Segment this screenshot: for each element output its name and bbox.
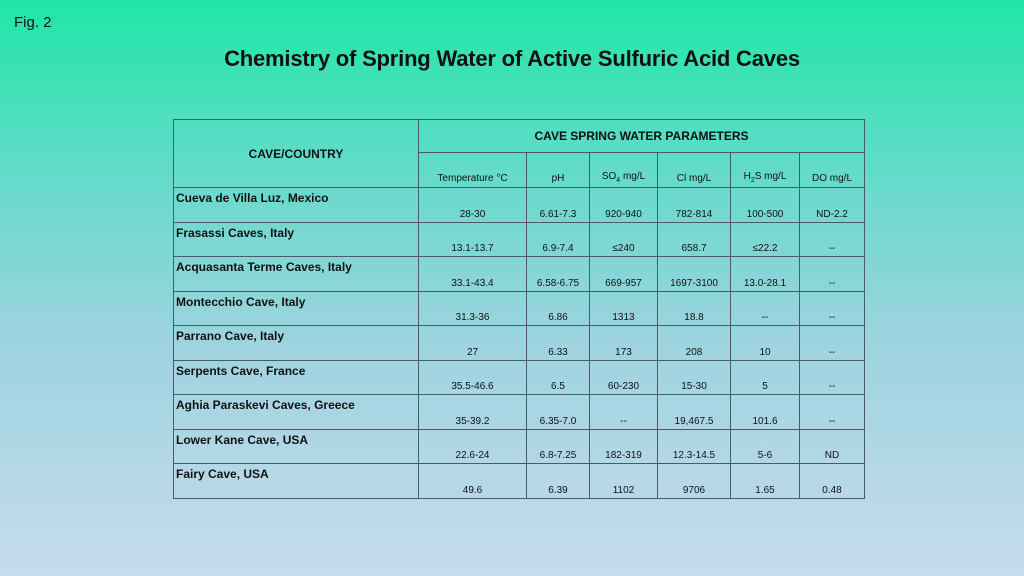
so4-value: -- xyxy=(590,395,658,430)
h2s-value: -- xyxy=(731,291,800,326)
cave-name: Montecchio Cave, Italy xyxy=(174,291,419,326)
ph-value: 6.35-7.0 xyxy=(527,395,590,430)
cl-value: 9706 xyxy=(658,464,731,499)
temperature-value: 22.6-24 xyxy=(419,429,527,464)
do-value: ND-2.2 xyxy=(800,188,865,223)
header-cl: Cl mg/L xyxy=(658,153,731,188)
h2s-value: 5-6 xyxy=(731,429,800,464)
do-value: -- xyxy=(800,257,865,292)
do-value: ND xyxy=(800,429,865,464)
temperature-value: 31.3-36 xyxy=(419,291,527,326)
page-title: Chemistry of Spring Water of Active Sulfuric Acid Caves xyxy=(224,46,800,71)
table-row xyxy=(174,257,865,292)
cave-name: Aghia Paraskevi Caves, Greece xyxy=(174,395,419,430)
h2s-post: S mg/L xyxy=(754,171,787,182)
ph-value: 6.39 xyxy=(527,464,590,499)
ph-value: 6.8-7.25 xyxy=(527,429,590,464)
table-row xyxy=(174,326,865,361)
h2s-value: 100-500 xyxy=(731,188,800,223)
table-row xyxy=(174,188,865,223)
ph-value: 6.61-7.3 xyxy=(527,188,590,223)
do-value: -- xyxy=(800,326,865,361)
header-do: DO mg/L xyxy=(800,153,865,188)
cl-value: 782-814 xyxy=(658,188,731,223)
ph-value: 6.33 xyxy=(527,326,590,361)
cl-value: 208 xyxy=(658,326,731,361)
so4-post: mg/L xyxy=(620,171,646,182)
so4-value: 182-319 xyxy=(590,429,658,464)
spring-water-table xyxy=(173,119,865,499)
h2s-value: 13.0-28.1 xyxy=(731,257,800,292)
temperature-value: 33.1-43.4 xyxy=(419,257,527,292)
temperature-value: 49.6 xyxy=(419,464,527,499)
h2s-pre: H xyxy=(743,171,751,182)
so4-pre: SO xyxy=(601,171,617,182)
temperature-value: 27 xyxy=(419,326,527,361)
cl-value: 658.7 xyxy=(658,222,731,257)
h2s-value: 101.6 xyxy=(731,395,800,430)
cl-value: 15-30 xyxy=(658,360,731,395)
ph-value: 6.9-7.4 xyxy=(527,222,590,257)
h2s-sub: 2 xyxy=(750,177,755,184)
temperature-value: 35.5-46.6 xyxy=(419,360,527,395)
do-value: -- xyxy=(800,360,865,395)
so4-value: ≤240 xyxy=(590,222,658,257)
cl-value: 19,467.5 xyxy=(658,395,731,430)
so4-value: 1102 xyxy=(590,464,658,499)
do-value: -- xyxy=(800,222,865,257)
header-temperature: Temperature °C xyxy=(419,153,527,188)
header-cave-parameters: CAVE SPRING WATER PARAMETERS xyxy=(419,120,865,153)
ph-value: 6.86 xyxy=(527,291,590,326)
cave-name: Serpents Cave, France xyxy=(174,360,419,395)
ph-value: 6.58-6.75 xyxy=(527,257,590,292)
so4-value: 669-957 xyxy=(590,257,658,292)
h2s-value: 10 xyxy=(731,326,800,361)
temperature-value: 28-30 xyxy=(419,188,527,223)
so4-value: 173 xyxy=(590,326,658,361)
header-cave-country: CAVE/COUNTRY xyxy=(174,120,419,188)
so4-value: 60-230 xyxy=(590,360,658,395)
cave-name: Lower Kane Cave, USA xyxy=(174,429,419,464)
table-row xyxy=(174,222,865,257)
cave-name: Frasassi Caves, Italy xyxy=(174,222,419,257)
cl-value: 1697-3100 xyxy=(658,257,731,292)
so4-sub: 4 xyxy=(616,177,621,184)
table-row xyxy=(174,291,865,326)
table-row xyxy=(174,429,865,464)
cave-name: Fairy Cave, USA xyxy=(174,464,419,499)
table-row xyxy=(174,395,865,430)
so4-value: 1313 xyxy=(590,291,658,326)
figure-label: Fig. 2 xyxy=(14,14,52,31)
do-value: -- xyxy=(800,291,865,326)
table-row xyxy=(174,360,865,395)
cl-value: 18.8 xyxy=(658,291,731,326)
cave-name: Parrano Cave, Italy xyxy=(174,326,419,361)
do-value: 0.48 xyxy=(800,464,865,499)
cave-name: Acquasanta Terme Caves, Italy xyxy=(174,257,419,292)
cl-value: 12.3-14.5 xyxy=(658,429,731,464)
h2s-value: 1.65 xyxy=(731,464,800,499)
header-so4 xyxy=(590,153,658,188)
temperature-value: 13.1-13.7 xyxy=(419,222,527,257)
table-row xyxy=(174,464,865,499)
ph-value: 6.5 xyxy=(527,360,590,395)
do-value: -- xyxy=(800,395,865,430)
so4-value: 920-940 xyxy=(590,188,658,223)
header-h2s xyxy=(731,153,800,188)
h2s-value: ≤22.2 xyxy=(731,222,800,257)
h2s-value: 5 xyxy=(731,360,800,395)
header-ph: pH xyxy=(527,153,590,188)
cave-name: Cueva de Villa Luz, Mexico xyxy=(174,188,419,223)
temperature-value: 35-39.2 xyxy=(419,395,527,430)
